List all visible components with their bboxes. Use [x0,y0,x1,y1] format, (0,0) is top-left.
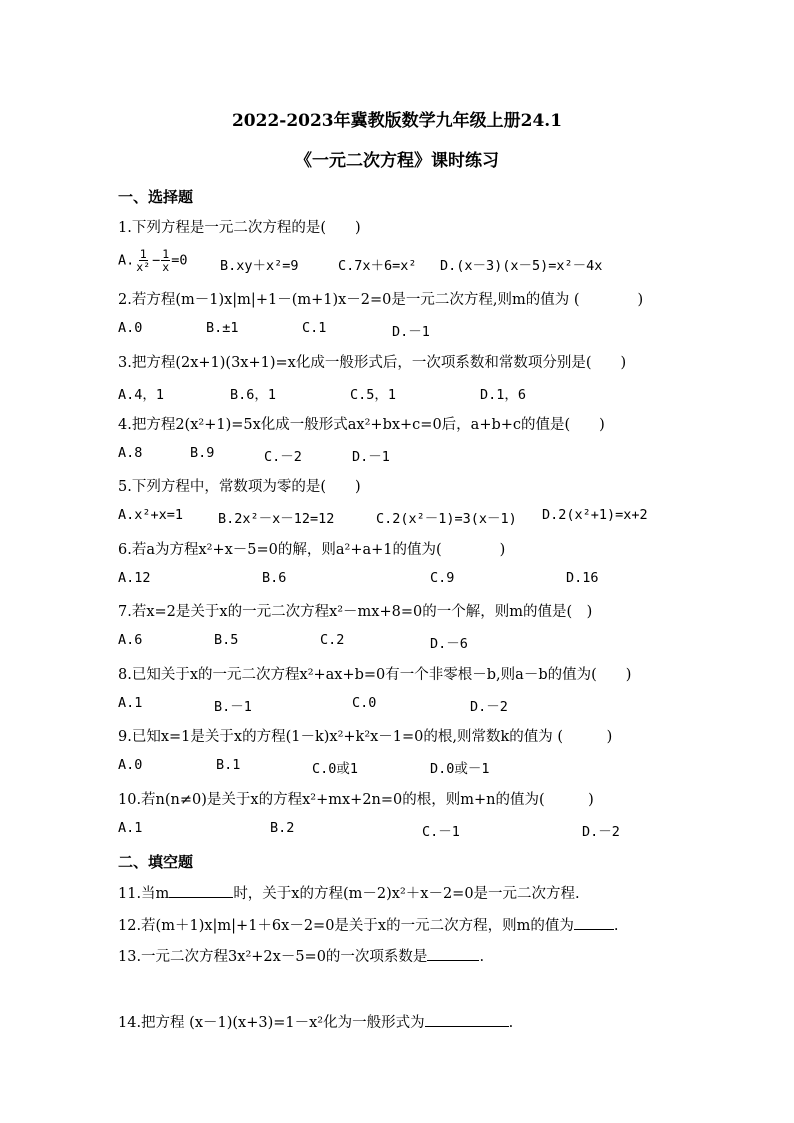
section-heading-fill: 二、填空题 [118,853,194,871]
question-10: 10.若n(n≠0)是关于x的方程x²+mx+2n=0的根，则m+n的值为( ) [118,792,594,808]
option-b: B.1 [216,757,241,773]
option-b: B.2x²－x－12=12 [218,511,335,527]
option-b: B.2 [270,820,295,836]
option-a: A.6 [118,632,143,648]
question-text: 12.若(m＋1)x|m|+1＋6x－2=0是关于x的一元二次方程，则m的值为 [118,918,574,934]
question-13 [118,945,484,966]
option-d: D.0或－1 [430,761,490,777]
option-a-prefix: A. [118,252,135,269]
option-d: D.2(x²+1)=x+2 [542,507,648,523]
option-c: C.1 [302,320,327,336]
question-1: 1.下列方程是一元二次方程的是( ) [118,220,361,236]
fraction-numerator: 1 [139,247,147,261]
option-d: D.(x－3)(x－5)=x²－4x [440,258,603,274]
option-a: A.x²+x=1 [118,507,184,523]
option-c: C.9 [430,570,455,586]
option-c: C.0或1 [312,761,359,777]
option-a: A.8 [118,445,143,461]
option-b: B.xy＋x²=9 [220,258,299,274]
question-5: 5.下列方程中，常数项为零的是( ) [118,479,361,495]
option-d: D.16 [566,570,599,586]
question-text: . [613,918,619,934]
option-d: D.－1 [352,449,390,465]
minus-sign: − [152,252,161,269]
question-text: 14.把方程 (x－1)(x+3)=1－x²化为一般形式为 [118,1015,425,1031]
fraction [161,248,170,273]
fraction [135,248,151,273]
option-b: B.9 [190,445,215,461]
question-8: 8.已知关于x的一元二次方程x²+ax+b=0有一个非零根－b,则a－b的值为( ) [118,667,632,683]
fraction-denominator: x [162,260,170,274]
answer-blank[interactable] [427,946,479,961]
option-a: A.4，1 [118,387,165,403]
worksheet-title: 2022-2023年冀教版数学九年级上册24.1 [231,111,563,131]
option-b: B.－1 [214,699,252,715]
option-c: C.－2 [264,449,302,465]
question-4: 4.把方程2(x²+1)=5x化成一般形式ax²+bx+c=0后，a+b+c的值是( ) [118,417,605,433]
question-11 [118,882,580,903]
option-b: B.±1 [206,320,239,336]
answer-blank[interactable] [169,883,233,898]
option-c: C.2(x²－1)=3(x－1) [376,511,517,527]
option-d: D.－6 [430,636,468,652]
section-heading-choice: 一、选择题 [118,188,194,206]
option-d: D.－1 [392,324,430,340]
question-2: 2.若方程(m－1)x|m|+1－(m+1)x－2=0是一元二次方程,则m的值为 ( ) [118,292,644,308]
option-b: B.6，1 [230,387,277,403]
fraction-numerator: 1 [162,247,170,261]
option-c: C.0 [352,695,377,711]
option-b: B.5 [214,632,239,648]
question-text: 11.当m [118,886,170,902]
question-14 [118,1011,513,1032]
worksheet-subtitle: 《一元二次方程》课时练习 [295,151,499,171]
question-text: . [479,949,485,965]
option-d: D.－2 [582,824,620,840]
option-a-tail: =0 [171,252,188,269]
question-7: 7.若x=2是关于x的一元二次方程x²－mx+8=0的一个解，则m的值是( ) [118,604,593,620]
option-a: A.1 [118,695,143,711]
answer-blank[interactable] [425,1012,509,1027]
option-a: A.0 [118,320,143,336]
option-d: D.1，6 [480,387,527,403]
question-12 [118,914,618,935]
question-text: 时，关于x的方程(m－2)x²＋x－2=0是一元二次方程. [233,886,580,902]
question-text: . [508,1015,514,1031]
option-c: C.7x＋6=x² [338,258,417,274]
option-b: B.6 [262,570,287,586]
option-a: A.12 [118,570,151,586]
question-6: 6.若a为方程x²+x－5=0的解，则a²+a+1的值为( ) [118,542,506,558]
question-9: 9.已知x=1是关于x的方程(1－k)x²+k²x－1=0的根,则常数k的值为 ( ) [118,729,613,745]
option-c: C.－1 [422,824,460,840]
option-a [118,248,187,273]
fraction-denominator: x² [136,260,151,274]
option-d: D.－2 [470,699,508,715]
answer-blank[interactable] [574,915,614,930]
option-a: A.0 [118,757,143,773]
question-3: 3.把方程(2x+1)(3x+1)=x化成一般形式后，一次项系数和常数项分别是( ) [118,355,627,371]
question-text: 13.一元二次方程3x²+2x－5=0的一次项系数是 [118,949,428,965]
option-c: C.2 [320,632,345,648]
option-a: A.1 [118,820,143,836]
option-c: C.5，1 [350,387,397,403]
